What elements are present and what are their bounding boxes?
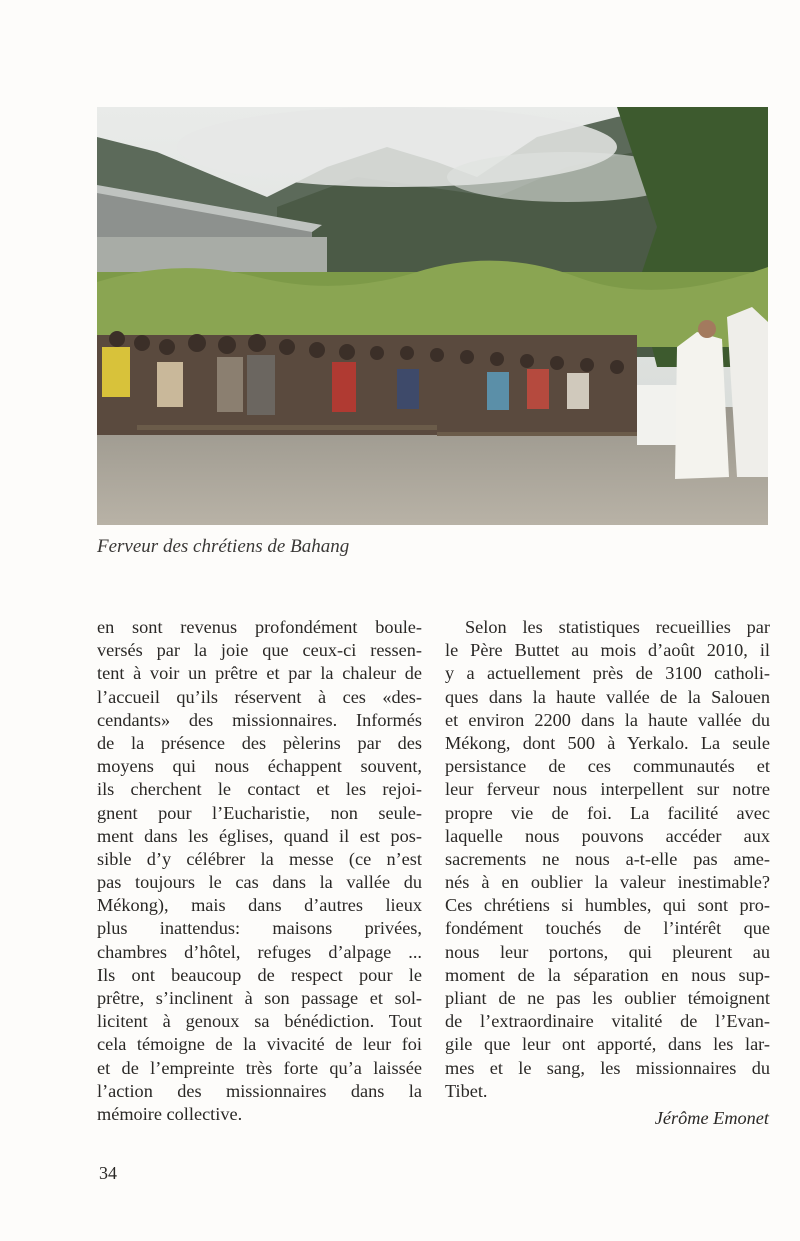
photo-outdoor-mass (97, 107, 768, 525)
author-signature: Jérôme Emonet (654, 1108, 769, 1128)
text-line: mes et le sang, les missionnaires du (445, 1057, 770, 1078)
text-line: cela témoigne de la vivacité de leur foi (97, 1034, 422, 1055)
text-line: Ils ont beaucoup de respect pour le (97, 964, 422, 985)
text-line: de la présence des pèlerins par des (97, 732, 422, 753)
text-line: sacrements ne nous a-t-elle pas ame- (445, 848, 770, 869)
text-line: le Père Buttet au mois d’août 2010, il (445, 640, 770, 661)
text-line: Selon les statistiques recueillies par (465, 617, 770, 637)
text-line: nés à en oublier la valeur inestimable? (445, 872, 770, 893)
text-line: gnent pour l’Eucharistie, non seule- (97, 802, 422, 823)
text-line: fondément touchés de l’intérêt que (445, 918, 770, 939)
text-line: l’accueil qu’ils réservent à ces «des- (97, 686, 422, 707)
text-line: cendants» des missionnaires. Informés (97, 709, 422, 730)
text-line: propre vie de foi. La facilité avec (445, 802, 770, 823)
text-line: l’action des missionnaires dans la (97, 1080, 422, 1101)
text-line: pas toujours le cas dans la vallée du (97, 872, 422, 893)
text-line: Mékong), mais dans d’autres lieux (97, 895, 422, 916)
text-line: Ces chrétiens si humbles, qui sont pro- (445, 895, 770, 916)
text-line: nous leur portons, qui pleurent au (445, 941, 770, 962)
text-line: versés par la joie que ceux-ci ressen- (97, 640, 422, 661)
text-line: et de l’empreinte très forte qu’a laissée (97, 1057, 422, 1078)
text-line: persistance de ces communautés et (445, 756, 770, 777)
text-line: mémoire collective. (97, 1103, 243, 1124)
text-line: et environ 2200 dans la haute vallée du (445, 709, 770, 730)
right-text-column (445, 616, 770, 1103)
text-line: ques dans la haute vallée de la Salouen (445, 686, 770, 707)
photo-caption: Ferveur des chrétiens de Bahang (97, 536, 350, 557)
page-number: 34 (99, 1163, 117, 1183)
text-line: pliant de ne pas les oublier témoignent (445, 988, 770, 1008)
text-line: de l’extraordinaire vitalité de l’Evan- (445, 1011, 770, 1032)
text-line: licitent à genoux sa bénédiction. Tout (97, 1011, 422, 1032)
text-line: tent à voir un prêtre et par la chaleur de (97, 663, 422, 684)
text-line: prêtre, s’inclinent à son passage et sol- (97, 988, 422, 1008)
text-line: plus inattendus: maisons privées, (97, 918, 422, 939)
text-line: ils cherchent le contact et les rejoi- (97, 779, 422, 800)
left-text-column (97, 616, 422, 1126)
text-line: laquelle nous pouvons accéder aux (445, 825, 770, 846)
text-line: leur ferveur nous interpellent sur notre (445, 779, 770, 800)
text-line: moyens qui nous échappent souvent, (97, 756, 422, 777)
text-line: chambres d’hôtel, refuges d’alpage ... (97, 941, 422, 962)
text-line: Mékong, dont 500 à Yerkalo. La seule (445, 732, 770, 753)
text-line: ment dans les églises, quand il est pos- (97, 825, 422, 846)
text-line: y a actuellement près de 3100 catholi- (445, 663, 770, 684)
text-line: sible d’y célébrer la messe (ce n’est (97, 848, 422, 869)
text-line: Tibet. (445, 1080, 488, 1101)
text-line: gile que leur ont apporté, dans les lar- (445, 1034, 770, 1055)
text-line: en sont revenus profondément boule- (97, 617, 422, 637)
text-line: moment de la séparation en nous sup- (445, 964, 770, 985)
